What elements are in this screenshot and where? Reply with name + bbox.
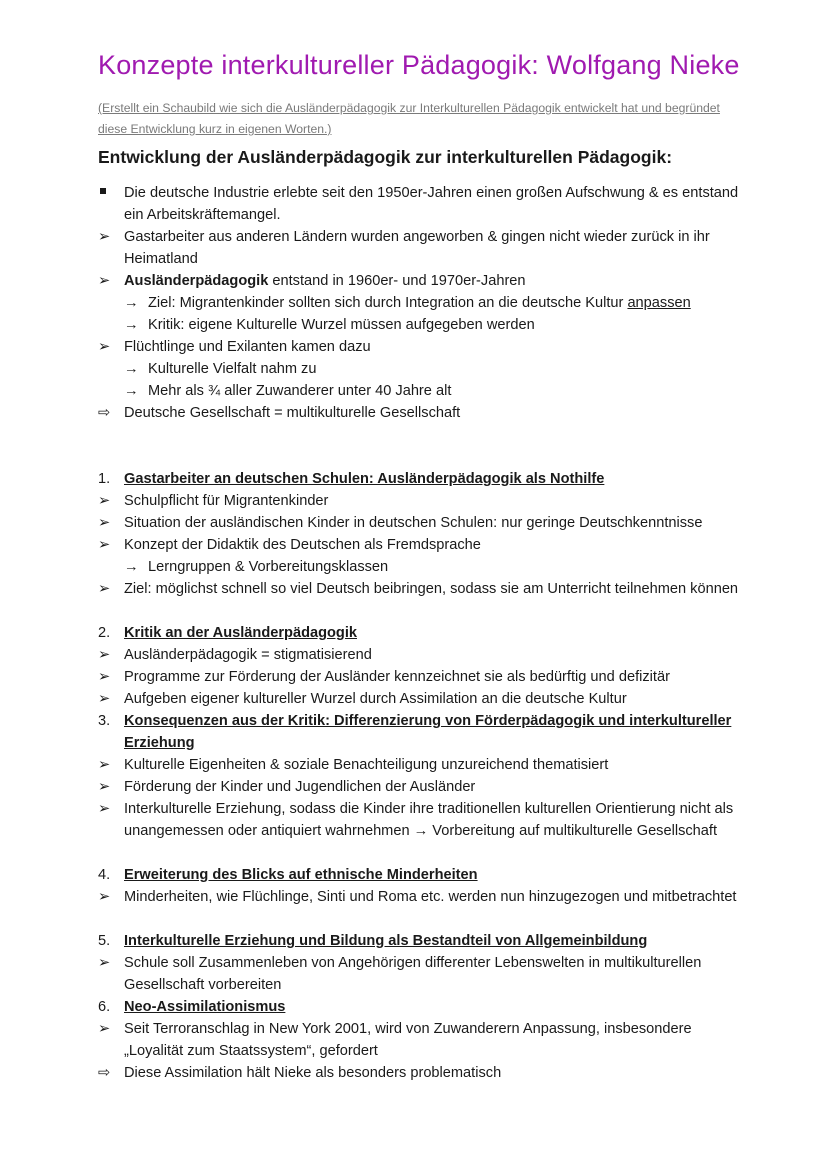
task-note: (Erstellt ein Schaubild wie sich die Ausländerpädagogik zur Interkulturellen Pädagogik entwickelt hat und begründet diese Entwicklung kurz in eigenen Worten.) <box>98 101 720 136</box>
arrow-bullet-icon: ➢ <box>98 493 111 509</box>
section-5-heading: 5. Interkulturelle Erziehung und Bildung als Bestandteil von Allgemeinbildung <box>98 933 648 949</box>
section-1-heading: 1. Gastarbeiter an deutschen Schulen: Ausländerpädagogik als Nothilfe <box>98 471 605 487</box>
section-3-item: ➢ Kulturelle Eigenheiten & soziale Benachteiligung unzureichend thematisiert <box>98 754 748 776</box>
section-6-heading: 6. Neo-Assimilationismus <box>98 999 286 1015</box>
section-1-item: ➢ Konzept der Didaktik des Deutschen als Fremdsprache <box>98 534 748 556</box>
arrow-bullet-icon: ➢ <box>98 339 111 355</box>
arrow-bullet-icon: ➢ <box>98 801 111 817</box>
arrow-bullet-icon: ➢ <box>98 229 111 245</box>
section-1-item: ➢ Ziel: möglichst schnell so viel Deutsch beibringen, sodass sie am Unterricht teilnehmen können <box>98 578 748 600</box>
right-arrow-icon: → <box>124 361 139 377</box>
section-1-item: ➢ Schulpflicht für Migrantenkinder <box>98 490 748 512</box>
arrow-bullet-icon: ➢ <box>98 273 111 289</box>
arrow-bullet-icon: ➢ <box>98 955 111 971</box>
arrow-bullet-icon: ➢ <box>98 779 111 795</box>
arrow-bullet-icon: ➢ <box>98 889 111 905</box>
hollow-arrow-icon: ⇨ <box>98 405 111 421</box>
right-arrow-icon: → <box>124 317 139 333</box>
right-arrow-icon: → <box>124 559 139 575</box>
intro-subitem-kritik: → Kritik: eigene Kulturelle Wurzel müssen aufgegeben werden <box>98 314 748 336</box>
arrow-bullet-icon: ➢ <box>98 537 111 553</box>
right-arrow-icon: → <box>124 295 139 311</box>
section-2-item: ➢ Programme zur Förderung der Ausländer kennzeichnet sie als bedürftig und defizitär <box>98 666 748 688</box>
arrow-bullet-icon: ➢ <box>98 1021 111 1037</box>
right-arrow-icon: → <box>124 383 139 399</box>
section-1-subitem: → Lerngruppen & Vorbereitungsklassen <box>98 556 748 578</box>
section-6-conclusion: ⇨ Diese Assimilation hält Nieke als besonders problematisch <box>98 1062 748 1084</box>
right-arrow-icon: → <box>413 823 429 839</box>
arrow-bullet-icon: ➢ <box>98 581 111 597</box>
square-bullet-icon <box>98 182 118 204</box>
intro-item-fluechtlinge: ➢ Flüchtlinge und Exilanten kamen dazu <box>98 336 748 358</box>
arrow-bullet-icon: ➢ <box>98 669 111 685</box>
section-3-item: ➢ Förderung der Kinder und Jugendlichen der Ausländer <box>98 776 748 798</box>
section-1-item: ➢ Situation der ausländischen Kinder in deutschen Schulen: nur geringe Deutschkenntnisse <box>98 512 748 534</box>
section-6-item: ➢ Seit Terroranschlag in New York 2001, wird von Zuwanderern Anpassung, insbesondere „Loyalität zum Staatssystem“, gefordert <box>98 1018 748 1062</box>
arrow-bullet-icon: ➢ <box>98 691 111 707</box>
arrow-bullet-icon: ➢ <box>98 757 111 773</box>
section-3-heading: 3. Konsequenzen aus der Kritik: Differenzierung von Förderpädagogik und interkultureller Erziehung <box>98 713 732 751</box>
arrow-bullet-icon: ➢ <box>98 647 111 663</box>
intro-subitem-vielfalt: → Kulturelle Vielfalt nahm zu <box>98 358 748 380</box>
arrow-bullet-icon: ➢ <box>98 515 111 531</box>
intro-item-industry: Die deutsche Industrie erlebte seit den 1950er-Jahren einen großen Aufschwung & es entstand ein Arbeitskräftemangel. <box>98 182 748 226</box>
intro-subitem-zuwanderer: → Mehr als ¾ aller Zuwanderer unter 40 Jahre alt <box>98 380 748 402</box>
intro-item-auslaenderpaedagogik: ➢ Ausländerpädagogik entstand in 1960er- und 1970er-Jahren <box>98 270 748 292</box>
intro-subitem-ziel: → Ziel: Migrantenkinder sollten sich durch Integration an die deutsche Kultur anpassen <box>98 292 748 314</box>
section-2-item: ➢ Aufgeben eigener kultureller Wurzel durch Assimilation an die deutsche Kultur <box>98 688 748 710</box>
section-3-item: ➢ Interkulturelle Erziehung, sodass die Kinder ihre traditionellen kulturellen Orientierung nicht als unangemessen oder antiquiert wahrnehmen → Vorbereitung auf multikulturelle Gesellschaft <box>98 798 748 842</box>
hollow-arrow-icon: ⇨ <box>98 1065 111 1081</box>
section-5-item: ➢ Schule soll Zusammenleben von Angehörigen differenter Lebenswelten in multikulturellen Gesellschaft vorbereiten <box>98 952 748 996</box>
section-4-heading: 4. Erweiterung des Blicks auf ethnische Minderheiten <box>98 867 478 883</box>
intro-item-conclusion: ⇨ Deutsche Gesellschaft = multikulturelle Gesellschaft <box>98 402 748 424</box>
intro-item-gastarbeiter: ➢ Gastarbeiter aus anderen Ländern wurden angeworben & gingen nicht wieder zurück in ihr Heimatland <box>98 226 748 270</box>
section-4-item: ➢ Minderheiten, wie Flüchlinge, Sinti und Roma etc. werden nun hinzugezogen und mitbetrachtet <box>98 886 748 908</box>
main-heading: Entwicklung der Ausländerpädagogik zur interkulturellen Pädagogik: <box>98 147 673 167</box>
document-title: Konzepte interkultureller Pädagogik: Wolfgang Nieke <box>98 50 740 80</box>
section-2-item: ➢ Ausländerpädagogik = stigmatisierend <box>98 644 748 666</box>
section-2-heading: 2. Kritik an der Ausländerpädagogik <box>98 625 358 641</box>
